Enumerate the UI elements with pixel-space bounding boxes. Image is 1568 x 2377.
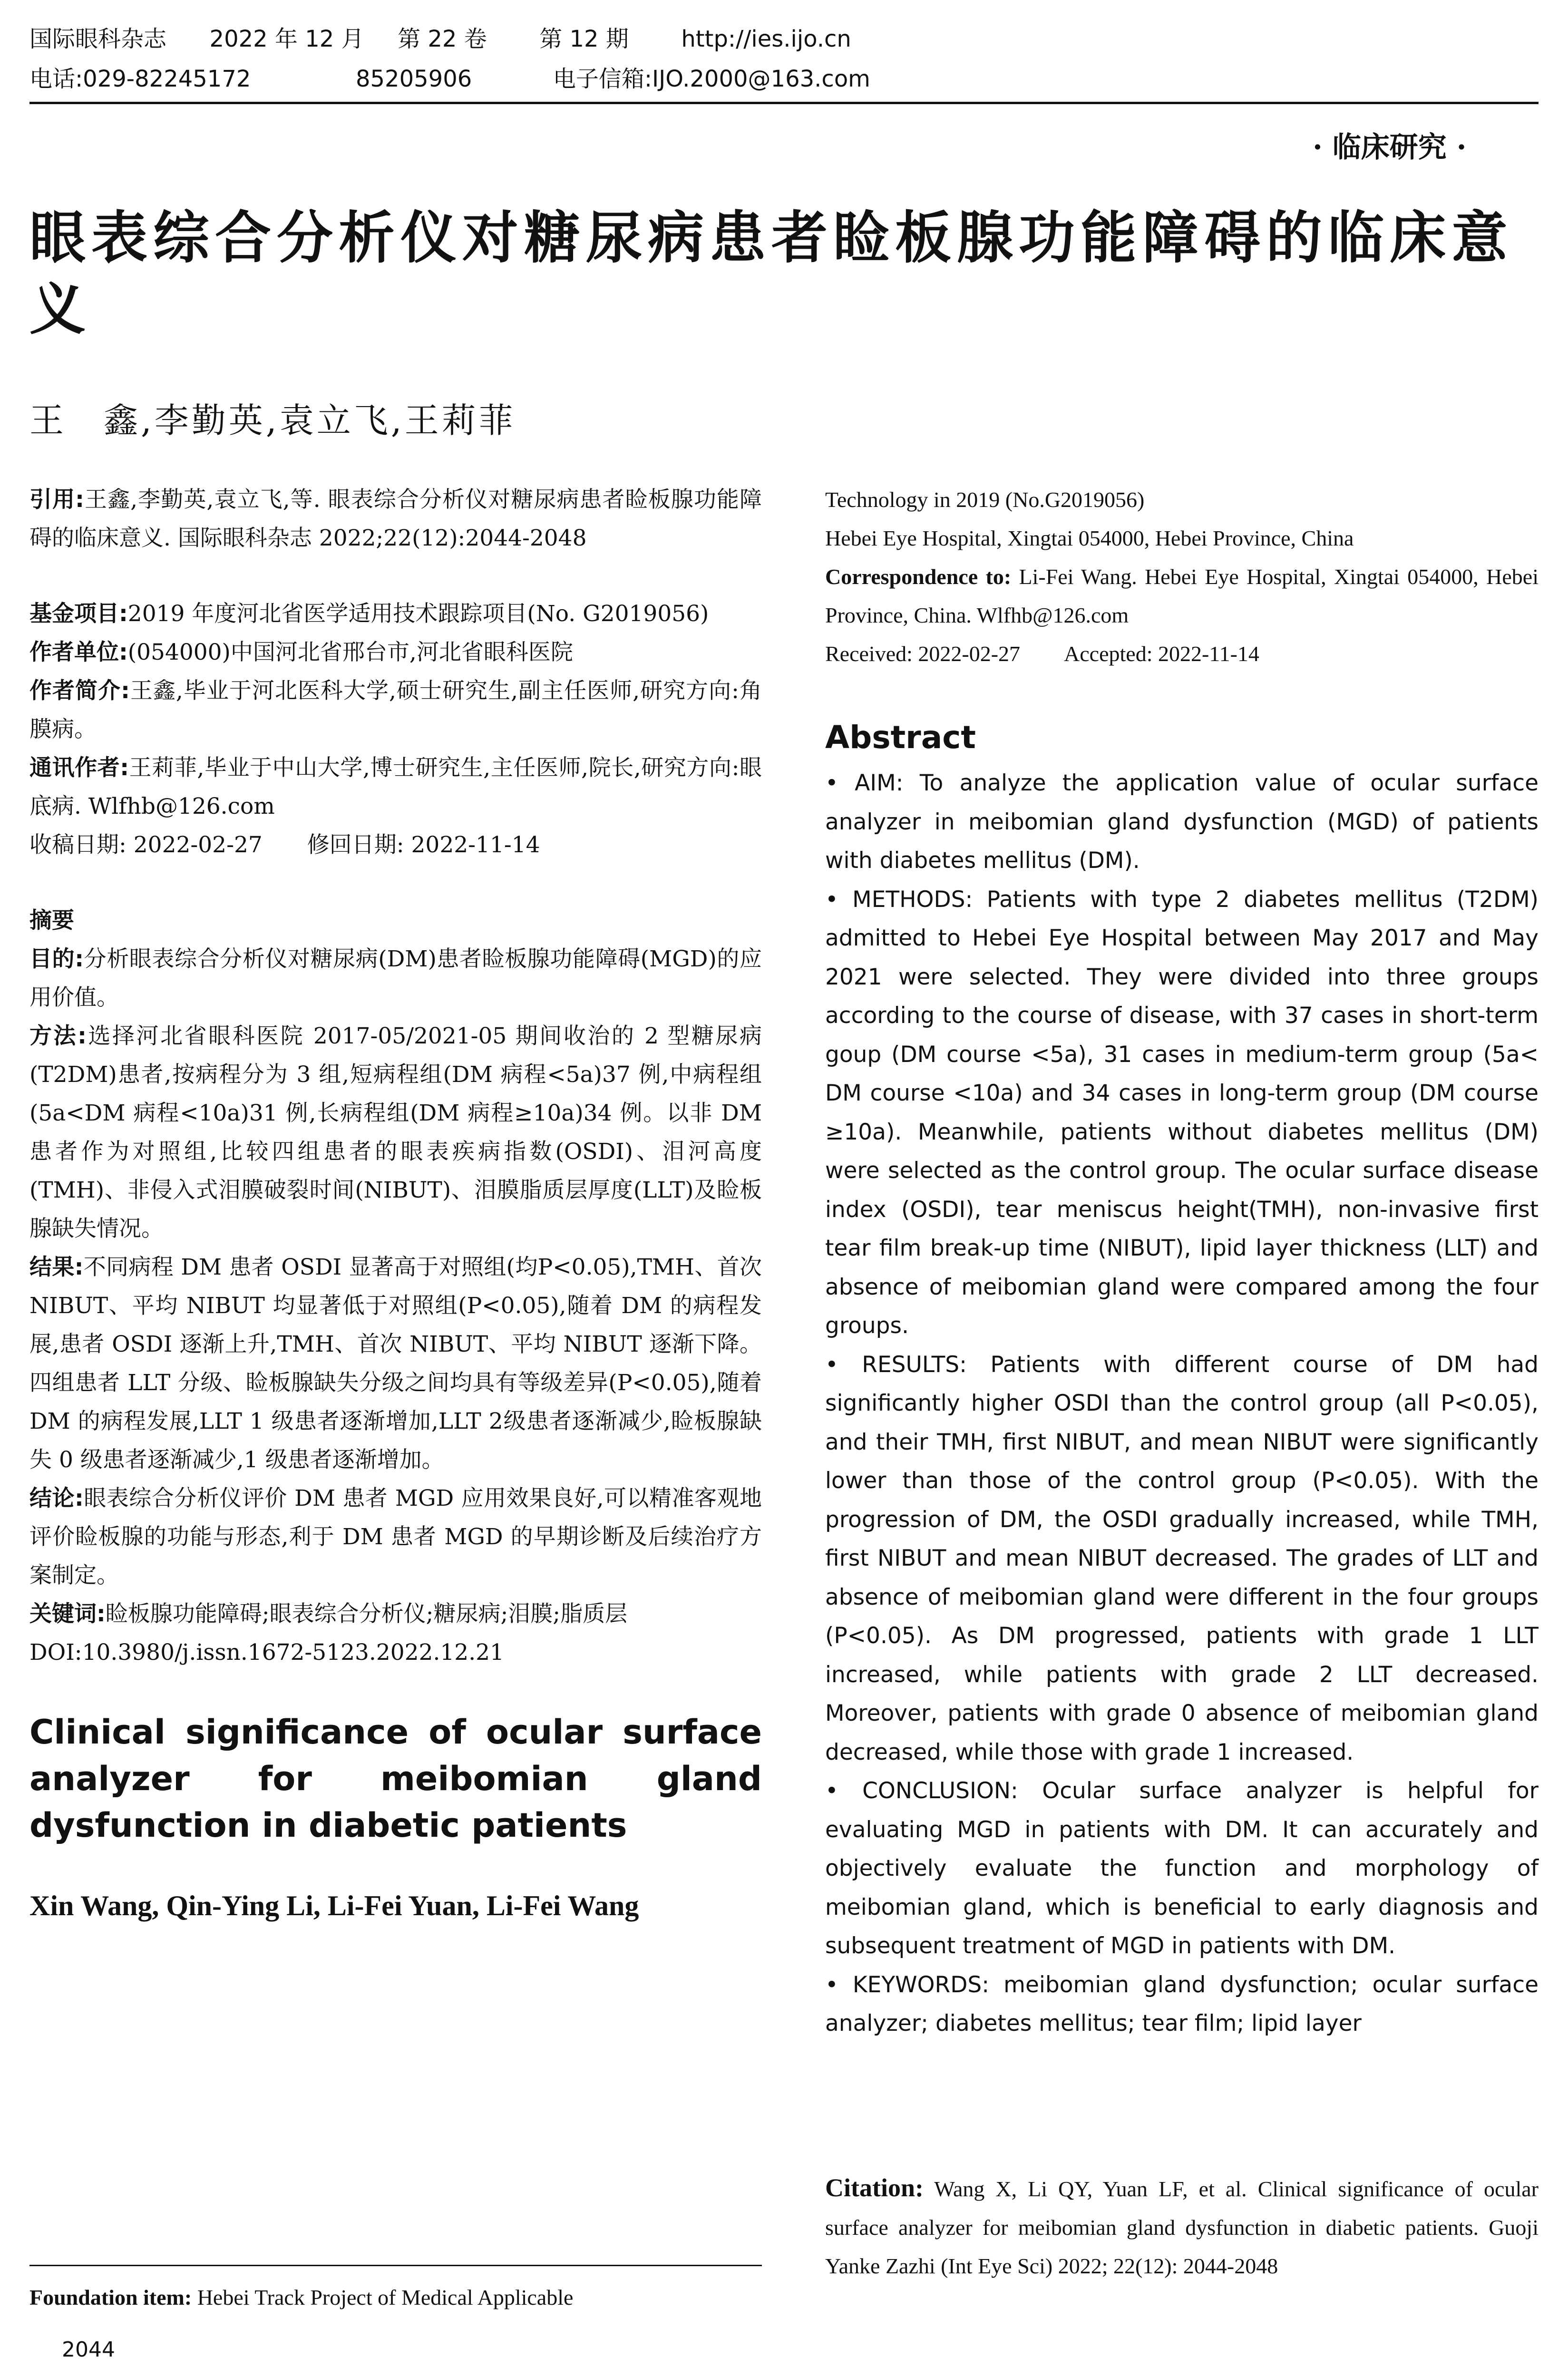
citation-cn-text: 王鑫,李勤英,袁立飞,等. 眼表综合分析仪对糖尿病患者睑板腺功能障碍的临床意义. 国际眼科杂志 2022;22(12):2044-2048 xyxy=(29,487,762,551)
foundation-item xyxy=(29,2278,762,2317)
citation-cn-label: 引用: xyxy=(29,487,84,513)
keywords-cn xyxy=(29,1595,762,1633)
english-authors: Xin Wang, Qin-Ying Li, Li-Fei Yuan, Li-Fei Wang xyxy=(29,1890,639,1921)
keywords-cn-label: 关键词: xyxy=(29,1601,106,1627)
fund-cn-label: 基金项目: xyxy=(29,601,128,627)
affiliation-en: Hebei Eye Hospital, Xingtai 054000, Hebei Province, China xyxy=(825,526,1354,550)
bio-cn-label: 作者简介: xyxy=(29,678,130,704)
dates-cn: 收稿日期: 2022-02-27 修回日期: 2022-11-14 xyxy=(29,832,540,858)
phone: 电话:029-82245172 xyxy=(29,66,251,92)
results-cn-label: 结果: xyxy=(29,1254,84,1280)
doi[interactable]: DOI:10.3980/j.issn.1672-5123.2022.12.21 xyxy=(29,1639,504,1666)
conclusion-cn-text: 眼表综合分析仪评价 DM 患者 MGD 应用效果良好,可以精准客观地评价睑板腺的功能与形态,利于 DM 患者 MGD 的早期诊断及后续治疗方案制定。 xyxy=(29,1485,762,1588)
methods-cn-label: 方法: xyxy=(29,1023,87,1049)
correspondence-label: Correspondence to: xyxy=(825,565,1012,589)
results-cn-text: 不同病程 DM 患者 OSDI 显著高于对照组(均P<0.05),TMH、首次 NIBUT、平均 NIBUT 均显著低于对照组(P<0.05),随着 DM 的病程发展,患者 OSDI 逐渐上升,TMH、首次 NIBUT、平均 NIBUT 逐渐下降。四组患者 LLT 分级、睑板腺缺失分级之间均具有等级差异(P<0.05),随着 DM 的病程发展,LLT 1 级患者逐渐增加,LLT 2级患者逐渐减少,睑板腺缺失 0 级患者逐渐减少,1 级患者逐渐增加。 xyxy=(29,1254,762,1473)
phone-2: 85205906 xyxy=(355,66,472,92)
contact-line xyxy=(29,64,870,94)
received-en: Received: 2022-02-27 Accepted: 2022-11-14 xyxy=(825,642,1259,666)
corr-cn-label: 通讯作者: xyxy=(29,755,129,781)
page-number: 2044 xyxy=(62,2338,115,2362)
corr-cn xyxy=(29,749,762,826)
correspondence-text: Li-Fei Wang. Hebei Eye Hospital, Xingtai 054000, Hebei Province, China. Wlfhb@126.com xyxy=(825,565,1539,627)
running-header xyxy=(29,24,851,54)
english-title: Clinical significance of ocular surface analyzer for meibomian gland dysfunction in diabetic patients xyxy=(29,1713,762,1845)
correspondence-en xyxy=(825,557,1539,634)
bio-cn-text: 王鑫,毕业于河北医科大学,硕士研究生,副主任医师,研究方向:角膜病。 xyxy=(29,678,762,742)
abstract-heading: Abstract xyxy=(825,719,976,756)
abstract-en xyxy=(825,764,1539,2043)
foundation-label: Foundation item: xyxy=(29,2285,192,2309)
abstract-conclusion: • CONCLUSION: Ocular surface analyzer is helpful for evaluating MGD in patients with DM. It can accurately and objectively evaluate the function and morphology of meibomian gland, which is beneficial to early diagnosis and subsequent treatment of MGD in patients with DM. xyxy=(825,1778,1539,1959)
abstract-cn-heading: 摘要 xyxy=(29,907,74,934)
citation-en-label: Citation: xyxy=(825,2173,924,2202)
keywords-cn-text: 睑板腺功能障碍;眼表综合分析仪;糖尿病;泪膜;脂质层 xyxy=(105,1601,628,1627)
conclusion-cn xyxy=(29,1479,762,1595)
left-column xyxy=(29,480,762,1942)
abstract-results: • RESULTS: Patients with different course of DM had significantly higher OSDI than the control group (all P<0.05), and their TMH, first NIBUT, and mean NIBUT were significantly lower than those of the control group (P<0.05). With the progression of DM, the OSDI gradually increased, while TMH, first NIBUT and mean NIBUT decreased. The grades of LLT and absence of meibomian gland were different in the four groups (P<0.05). As DM progressed, patients with grade 1 LLT increased, while patients with grade 2 LLT decreased. Moreover, patients with grade 0 absence of meibomian gland decreased, while those with grade 1 increased. xyxy=(825,1351,1539,1765)
foundation-cont: Technology in 2019 (No.G2019056) xyxy=(825,487,1145,512)
unit-cn xyxy=(29,633,762,672)
foundation-rule xyxy=(29,2265,762,2266)
fund-cn xyxy=(29,594,762,633)
methods-cn xyxy=(29,1017,762,1248)
fund-cn-text: 2019 年度河北省医学适用技术跟踪项目(No. G2019056) xyxy=(127,601,709,627)
right-column-meta xyxy=(825,480,1539,673)
volume: 第 22 卷 xyxy=(398,26,487,52)
results-cn xyxy=(29,1248,762,1479)
methods-cn-text: 选择河北省眼科医院 2017-05/2021-05 期间收治的 2 型糖尿病(T2DM)患者,按病程分为 3 组,短病程组(DM 病程<5a)37 例,中病程组(5a<DM 病程<10a)31 例,长病程组(DM 病程≥10a)34 例。以非 DM 患者作为对照组,比较四组患者的眼表疾病指数(OSDI)、泪河高度(TMH)、非侵入式泪膜破裂时间(NIBUT)、泪膜脂质层厚度(LLT)及睑板腺缺失情况。 xyxy=(29,1023,762,1242)
section-tag: · 临床研究 · xyxy=(1313,131,1467,164)
abstract-keywords: • KEYWORDS: meibomian gland dysfunction; ocular surface analyzer; diabetes mellitus; tear film; lipid layer xyxy=(825,1971,1539,2036)
bio-cn xyxy=(29,672,762,749)
abstract-methods: • METHODS: Patients with type 2 diabetes mellitus (T2DM) admitted to Hebei Eye Hospital between May 2017 and May 2021 were selected. They were divided into three groups according to the course of disease, with 37 cases in short-term goup (DM course <5a), 31 cases in medium-term group (5a< DM course <10a) and 34 cases in long-term group (DM course ≥10a). Meanwhile, patients without diabetes mellitus (DM) were selected as the control group. The ocular surface disease index (OSDI), tear meniscus height(TMH), non-invasive first tear film break-up time (NIBUT), lipid layer thickness (LLT) and absence of meibomian gland were compared among the four groups. xyxy=(825,886,1539,1339)
citation-en-text: Wang X, Li QY, Yuan LF, et al. Clinical significance of ocular surface analyzer for meibomian gland dysfunction in diabetic patients. Guoji Yanke Zazhi (Int Eye Sci) 2022; 22(12): 2044-2048 xyxy=(825,2177,1539,2278)
aim-cn-label: 目的: xyxy=(29,946,84,972)
header-rule xyxy=(29,102,1539,104)
foundation-text: Hebei Track Project of Medical Applicable xyxy=(197,2285,574,2309)
issue: 第 12 期 xyxy=(539,26,629,52)
journal-name: 国际眼科杂志 xyxy=(29,26,167,52)
citation-cn xyxy=(29,480,762,557)
conclusion-cn-label: 结论: xyxy=(29,1485,84,1511)
page-title: 眼表综合分析仪对糖尿病患者睑板腺功能障碍的临床意义 xyxy=(29,205,1514,342)
citation-en xyxy=(825,2169,1539,2285)
unit-cn-text: (054000)中国河北省邢台市,河北省眼科医院 xyxy=(127,639,573,665)
abstract-aim: • AIM: To analyze the application value of ocular surface analyzer in meibomian gland dysfunction (MGD) of patients with diabetes mellitus (DM). xyxy=(825,770,1539,874)
issue-date: 2022 年 12 月 xyxy=(209,26,364,52)
aim-cn-text: 分析眼表综合分析仪对糖尿病(DM)患者睑板腺功能障碍(MGD)的应用价值。 xyxy=(29,946,762,1011)
corr-cn-text: 王莉菲,毕业于中山大学,博士研究生,主任医师,院长,研究方向:眼底病. Wlfhb@126.com xyxy=(29,755,762,819)
authors-cn: 王 鑫,李勤英,袁立飞,王莉菲 xyxy=(29,400,516,440)
journal-url[interactable]: http://ies.ijo.cn xyxy=(681,26,851,52)
unit-cn-label: 作者单位: xyxy=(29,639,128,665)
aim-cn xyxy=(29,940,762,1017)
journal-email[interactable]: 电子信箱:IJO.2000@163.com xyxy=(553,66,870,92)
